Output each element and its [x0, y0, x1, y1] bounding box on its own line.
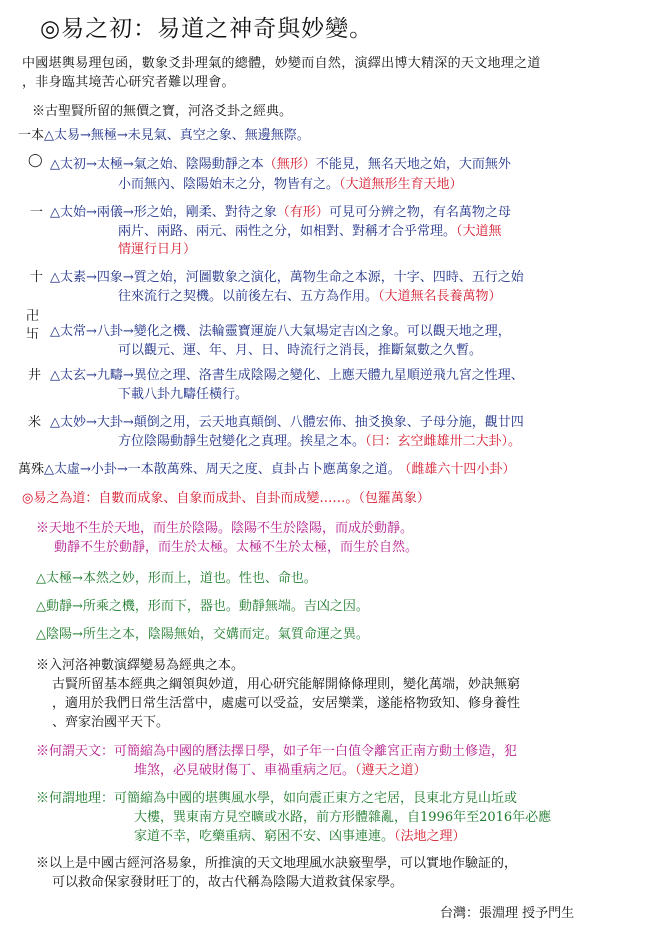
stage-name: △太妙 [50, 415, 86, 430]
stage-name: △太易 [44, 128, 81, 143]
stage-symbol-swastika: 卍卐 [26, 309, 40, 342]
stage-tag: （大道無形生育天地） [339, 177, 463, 192]
stage-text: →九疇→異位之理、洛書生成陰陽之變化、上應天體九星順逆飛九宮之性理、 [86, 368, 524, 383]
stage-taixu [18, 458, 515, 477]
stage-taishi [50, 201, 511, 220]
stage-taishi-tag-cont: 情運行日月） [118, 242, 197, 257]
dili-line-3 [134, 825, 466, 844]
stage-text: →四象→質之始，河圖數象之演化，萬物生命之本源，十字、四時、五行之始 [86, 270, 524, 285]
yi-dao-tag: （包羅萬象） [358, 491, 430, 506]
green-item-taiji: △太極→本然之妙，形而上，道也。性也、命也。 [36, 571, 317, 586]
stage-name: △太虛 [44, 462, 81, 477]
stage-text: →太極→氣之始、陰陽動靜之本 [86, 157, 264, 172]
stage-symbol-well: 井 [28, 368, 42, 383]
tianwen-line-2 [134, 759, 427, 778]
stage-text-tail: 可見可分辨之物，有名萬物之母 [328, 205, 511, 220]
stage-text: →無極→未見氣、真空之象、無邊無際。 [80, 128, 310, 143]
tianwen-text: 堆煞，必見破財傷丁、車禍重病之厄。 [134, 763, 356, 778]
stage-tag: （曰：玄空雌雄卅二大卦）。 [365, 434, 522, 449]
green-item-yinyang: △陰陽→所生之本，陰陽無始，交媾而定。氣質命運之異。 [36, 627, 369, 642]
yi-dao-line [22, 487, 430, 506]
dili-line-2: 大樓，巽東南方見空曠或水路，前方形體雜亂，自1996年至2016年必應 [134, 810, 552, 825]
stage-inline-tag: （有形） [276, 205, 329, 220]
stage-taisu-line2 [118, 285, 502, 304]
green-item-dongjing: △動靜→所乘之機，形而下，器也。動靜無端。吉凶之因。 [36, 599, 369, 614]
tianwen-head: ※何謂天文：可簡縮為中國的曆法擇日學，如子年一白值令離宮正南方動土修造，犯 [36, 744, 518, 759]
stage-taixuan [50, 364, 524, 383]
stage-text: →八卦→變化之機、法輪靈寶運旋八大氣場定吉凶之象。可以觀天地之理， [86, 324, 511, 339]
hetu-line-3: 、齊家治國平天下。 [52, 715, 170, 730]
stage-text: →大卦→顛倒之用，云天地真顛倒、八體宏佈、抽爻換象、子母分施，觀廿四 [86, 415, 524, 430]
stage-symbol-cross: 十 [30, 270, 44, 285]
stage-taiyi [18, 124, 310, 143]
stage-taichang-line2: 可以觀元、運、年、月、日、時流行之消長，推斷氣數之久暫。 [118, 343, 483, 358]
stage-symbol-one: 一 [30, 205, 44, 220]
stage-inline-tag: （無形） [263, 157, 316, 172]
stage-taishi-line2 [118, 220, 502, 239]
stage-name: △太玄 [50, 368, 86, 383]
dili-text: 家道不幸，吃藥重病、窮困不安、凶事連連。 [134, 829, 395, 844]
stage-symbol: 一本 [18, 128, 45, 143]
stage-taichu [50, 153, 511, 172]
stage-text: →兩儀→形之始，剛柔、對待之象 [86, 205, 277, 220]
closing-line-1: ※以上是中國古經河洛易象，所推演的天文地理風水訣竅聖學，可以實地作驗証的， [36, 856, 518, 871]
dili-head: ※何謂地理：可簡縮為中國的堪輿風水學，如向震正東方之宅居，艮東北方見山坵或 [36, 791, 518, 806]
stage-taichang [50, 320, 511, 339]
intro-line-1: 中國堪輿易理包函，數象爻卦理氣的總體，妙變而自然，演繹出博大精深的天文地理之道 [22, 56, 541, 71]
stage-text-tail: 不能見，無名天地之始，大而無外 [315, 157, 511, 172]
signature: 台灣：張淵理 授予門生 [440, 906, 575, 921]
stage-name: △太常 [50, 324, 86, 339]
stage-taixuan-line2: 下載八卦九疇任橫行。 [118, 387, 249, 402]
stage-text: 小而無內、陰陽始末之分，物皆有之。 [118, 177, 340, 192]
closing-line-2: 可以救命保家發財旺丁的，故古代稱為陰陽大道救貧保家學。 [52, 875, 404, 890]
stage-taichu-line2 [118, 173, 463, 192]
stage-tag: （大道無名長養萬物） [378, 289, 502, 304]
tiandi-line-2: 動靜不生於動靜，而生於太極。太極不生於太極，而生於自然。 [54, 540, 419, 555]
stage-taisu [50, 266, 524, 285]
stage-tag: （大道無 [456, 224, 502, 239]
heritage-note: ※古聖賢所留的無價之寶，河洛爻卦之經典。 [32, 104, 293, 119]
stage-text: 往來流行之契機。以前後左右、五方為作用。 [118, 289, 379, 304]
dili-tag: （法地之理） [394, 829, 466, 844]
stage-name: △太始 [50, 205, 86, 220]
hetu-head: ※入河洛神數演繹變易為經典之本。 [36, 658, 245, 673]
hetu-line-2: ，適用於我們日常生活當中，處處可以受益，安居樂業，遂能格物致知、修身養性 [52, 696, 521, 711]
stage-symbol: 萬殊 [18, 462, 45, 477]
stage-text: 方位陰陽動靜生尅變化之真理。挨星之本。 [118, 434, 366, 449]
tianwen-tag: （遵天之道） [355, 763, 427, 778]
tiandi-line-1: ※天地不生於天地，而生於陰陽。陰陽不生於陰陽，而成於動靜。 [36, 521, 414, 536]
yi-dao-text: ◎易之為道：自數而成象、自象而成卦、自卦而成變……。 [22, 491, 359, 506]
intro-line-2: ，非身臨其境苦心研究者難以理會。 [22, 75, 235, 90]
stage-text: →小卦→一本散萬殊、周天之度、貞卦占卜應萬象之道。 [80, 462, 401, 477]
hetu-line-1: 古賢所留基本經典之綱領與妙道，用心研究能解開條條理則，變化萬端，妙訣無窮 [52, 677, 521, 692]
stage-text: 兩片、兩路、兩元、兩性之分，如相對、對稱才合乎常理。 [118, 224, 457, 239]
stage-name: △太素 [50, 270, 86, 285]
stage-name: △太初 [50, 157, 86, 172]
stage-taimiao [50, 411, 524, 430]
page-title: ◎易之初：易道之神奇與妙變。 [40, 16, 374, 42]
stage-symbol-circle: ◯ [28, 153, 43, 168]
stage-taimiao-line2 [118, 430, 521, 449]
stage-symbol-rice: 米 [28, 415, 42, 430]
stage-tag: （雌雄六十四小卦） [404, 462, 516, 477]
